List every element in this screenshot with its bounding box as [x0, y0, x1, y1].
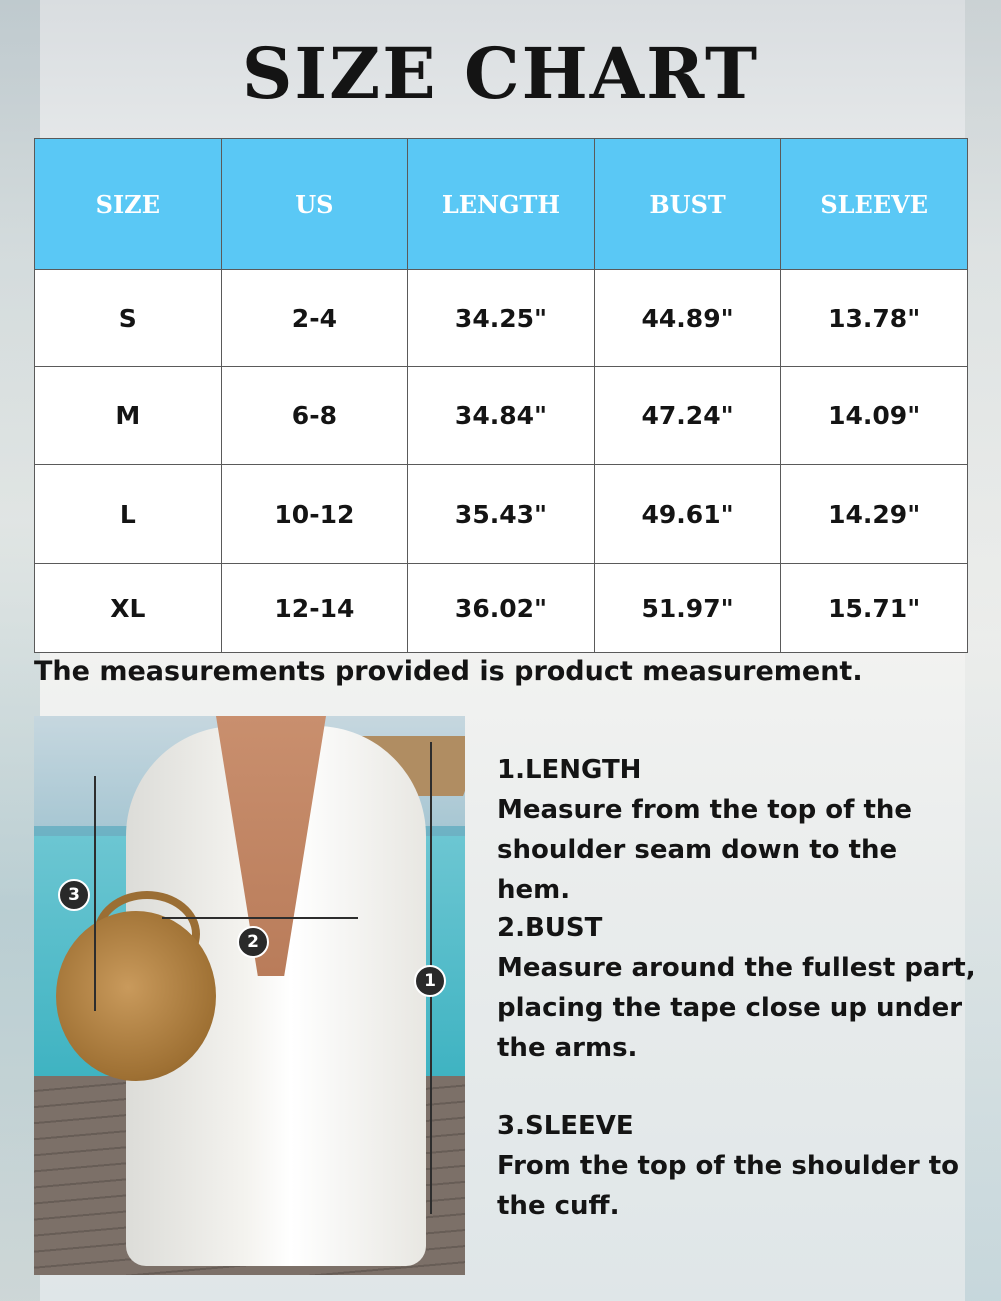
cell-size: S [35, 270, 222, 367]
cell-size: XL [35, 564, 222, 653]
instruction-bust [497, 908, 977, 1068]
photo-straw-bag [56, 911, 216, 1081]
table-row [35, 367, 968, 465]
cell-us: 6-8 [221, 367, 408, 465]
cell-sleeve: 14.09" [781, 367, 968, 465]
instruction-heading: 2.BUST [497, 913, 603, 943]
instruction-text: Measure from the top of the shoulder seam down to the hem. [497, 795, 913, 905]
measurement-note: The measurements provided is product measurement. [34, 656, 863, 687]
instruction-sleeve [497, 1106, 977, 1226]
table-row [35, 465, 968, 564]
cell-sleeve: 13.78" [781, 270, 968, 367]
marker-sleeve-icon: 3 [58, 879, 90, 911]
header-sleeve: SLEEVE [781, 139, 968, 270]
cell-length: 34.25" [408, 270, 595, 367]
marker-length-icon: 1 [414, 965, 446, 997]
header-size: SIZE [35, 139, 222, 270]
table-row [35, 564, 968, 653]
instruction-length [497, 750, 977, 910]
cell-bust: 47.24" [594, 367, 781, 465]
cell-bust: 49.61" [594, 465, 781, 564]
header-bust: BUST [594, 139, 781, 270]
table-row [35, 270, 968, 367]
sleeve-line [94, 776, 96, 1011]
instruction-text: From the top of the shoulder to the cuff. [497, 1151, 960, 1221]
cell-size: L [35, 465, 222, 564]
header-length: LENGTH [408, 139, 595, 270]
header-us: US [221, 139, 408, 270]
page-title: SIZE CHART [241, 32, 760, 115]
cell-bust: 51.97" [594, 564, 781, 653]
cell-length: 34.84" [408, 367, 595, 465]
bust-line [162, 917, 358, 919]
cell-us: 2-4 [221, 270, 408, 367]
table-header-row [35, 139, 968, 270]
marker-bust-icon: 2 [237, 926, 269, 958]
cell-us: 12-14 [221, 564, 408, 653]
cell-us: 10-12 [221, 465, 408, 564]
cell-length: 36.02" [408, 564, 595, 653]
cell-sleeve: 15.71" [781, 564, 968, 653]
cell-bust: 44.89" [594, 270, 781, 367]
cell-size: M [35, 367, 222, 465]
instruction-heading: 1.LENGTH [497, 755, 642, 785]
instruction-heading: 3.SLEEVE [497, 1111, 634, 1141]
instruction-text: Measure around the fullest part, placing the tape close up under the arms. [497, 953, 976, 1063]
product-photo [34, 716, 465, 1275]
size-chart-table [34, 138, 968, 653]
cell-length: 35.43" [408, 465, 595, 564]
cell-sleeve: 14.29" [781, 465, 968, 564]
